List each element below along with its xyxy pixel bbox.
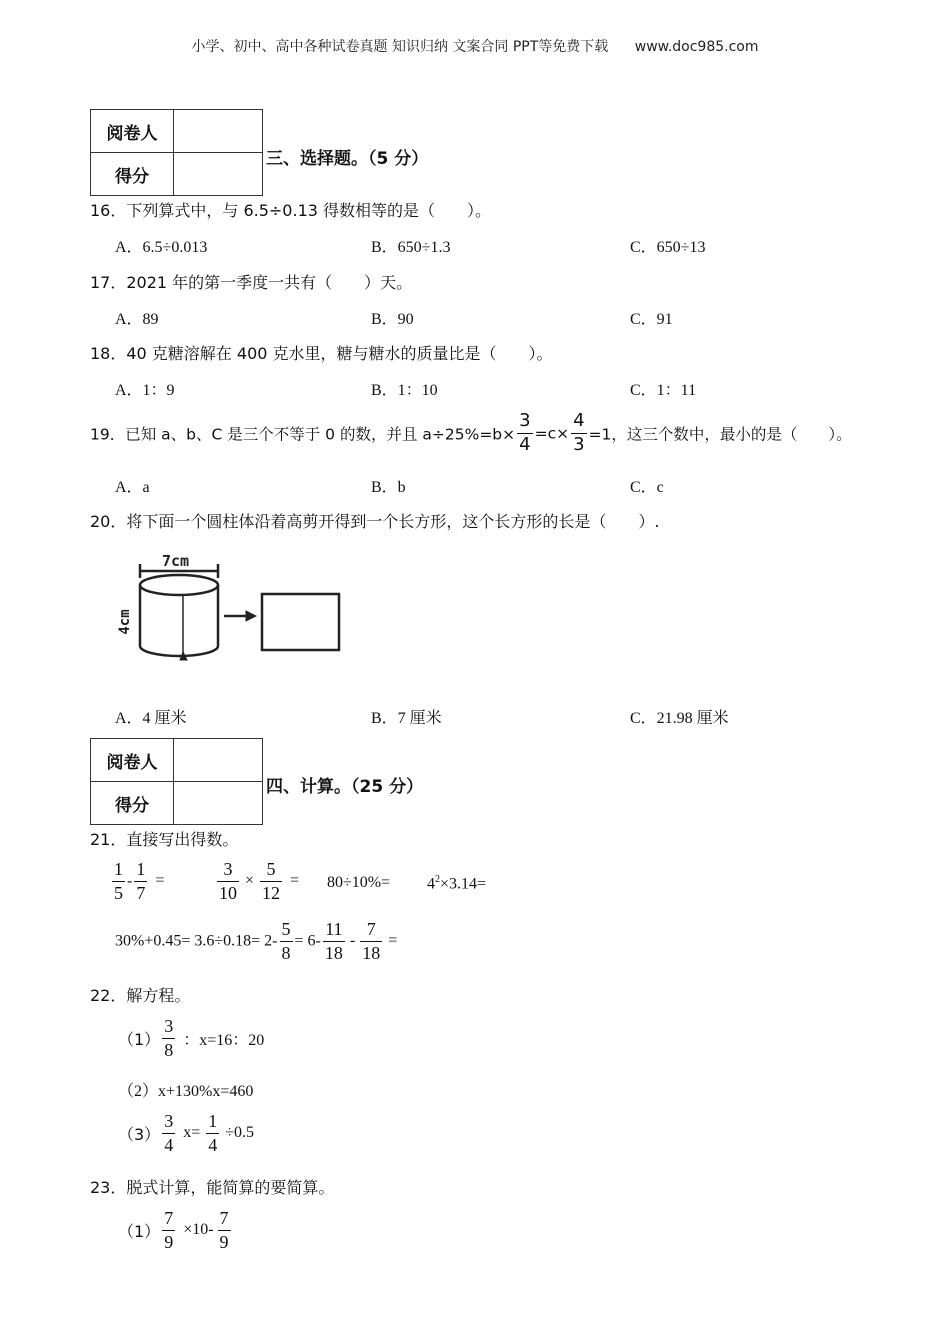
reviewer-label: 阅卷人 [91, 739, 174, 782]
score-label: 得分 [91, 153, 174, 196]
q17-text: 17．2021 年的第一季度一共有（ ）天。 [90, 273, 413, 292]
header-url[interactable]: www.doc985.com [634, 39, 759, 55]
frac-den: 7 [136, 882, 146, 903]
score-field[interactable] [174, 153, 263, 196]
q21-expr-1 [110, 860, 164, 903]
frac-num: 11 [323, 920, 345, 942]
q17-option-b[interactable]: B．90 [371, 311, 414, 328]
q21-expr-2 [215, 860, 299, 903]
frac-num: 3 [162, 1017, 175, 1039]
equals: = [388, 932, 398, 950]
part-label: （1） [118, 1221, 161, 1241]
q17-option-c[interactable]: C．91 [630, 311, 673, 328]
p1-rest: ：x=16：20 [183, 1031, 265, 1049]
figure-label-width: 7cm [162, 552, 190, 570]
part-label: （1） [118, 1029, 161, 1049]
section3-title: 三、选择题。（5 分） [266, 149, 429, 169]
q19-post: =1，这三个数中，最小的是（ ）。 [588, 425, 852, 444]
frac-den: 10 [219, 882, 237, 903]
q19-option-c[interactable]: C．c [630, 479, 664, 496]
q16-option-c[interactable]: C．650÷13 [630, 239, 706, 256]
frac-den: 8 [164, 1039, 174, 1060]
part-label: （3） [118, 1124, 161, 1144]
header-text: 小学、初中、高中各种试卷真题 知识归纳 文案合同 PPT等免费下载 [191, 39, 609, 55]
op-minus: - [349, 932, 356, 950]
score-box-section3 [90, 109, 263, 196]
frac-den: 18 [324, 942, 343, 963]
equals: = [155, 872, 165, 890]
q18-option-b[interactable]: B．1：10 [371, 382, 438, 399]
q17-option-a[interactable]: A．89 [115, 311, 159, 328]
p3-mid: x= [183, 1124, 201, 1142]
frac-num: 7 [218, 1209, 231, 1231]
q21-expr-4 [427, 874, 486, 893]
frac-num: 7 [360, 920, 382, 942]
q19-text [90, 412, 852, 455]
q20-option-a[interactable]: A．4 厘米 [115, 710, 187, 727]
q19-f2-den: 3 [573, 433, 585, 455]
frac-den: 5 [114, 882, 123, 903]
q19-mid: =c× [534, 424, 570, 443]
frac-den: 12 [262, 882, 281, 903]
frac-den: 4 [208, 1134, 218, 1155]
q19-option-a[interactable]: A．a [115, 479, 150, 496]
frac-num: 1 [134, 860, 147, 882]
base: 4 [427, 875, 435, 893]
reviewer-label: 阅卷人 [91, 110, 174, 153]
rest: ×3.14= [440, 875, 487, 893]
frac-den: 8 [281, 942, 291, 963]
q19-pre: 19．已知 a、b、C 是三个不等于 0 的数，并且 a÷25%=b× [90, 425, 516, 444]
q22-text: 22．解方程。 [90, 986, 191, 1005]
frac-num: 7 [162, 1209, 175, 1231]
frac-den: 9 [219, 1231, 229, 1252]
figure-label-height: 4cm [117, 609, 133, 635]
q19-fraction-2 [571, 412, 586, 455]
result-rectangle [262, 594, 339, 650]
p1-mid: ×10- [183, 1221, 214, 1239]
frac-num: 1 [112, 860, 125, 882]
exponent: 2 [435, 874, 440, 885]
q22-part-3 [118, 1112, 254, 1155]
reviewer-field[interactable] [174, 110, 263, 153]
page-header [0, 36, 950, 56]
q20-option-c[interactable]: C．21.98 厘米 [630, 710, 729, 727]
q16-text: 16．下列算式中，与 6.5÷0.13 得数相等的是（ ）。 [90, 201, 492, 220]
row2-prefix: 30%+0.45= 3.6÷0.18= 2- [115, 932, 278, 950]
reviewer-field[interactable] [174, 739, 263, 782]
frac-den: 4 [164, 1134, 174, 1155]
q19-option-b[interactable]: B．b [371, 479, 406, 496]
q16-option-b[interactable]: B．650÷1.3 [371, 239, 451, 256]
q18-option-c[interactable]: C．1：11 [630, 382, 697, 399]
score-box-section4 [90, 738, 263, 825]
cylinder-top [140, 575, 218, 595]
p3-rest: ÷0.5 [225, 1124, 254, 1142]
score-label: 得分 [91, 782, 174, 825]
frac-den: 9 [164, 1231, 174, 1252]
q23-part-1 [118, 1209, 233, 1252]
section4-title: 四、计算。（25 分） [266, 777, 424, 797]
equals: = [290, 872, 300, 890]
frac-num: 5 [260, 860, 282, 882]
cylinder-bottom [140, 646, 218, 656]
q19-f2-num: 4 [571, 412, 586, 434]
op-times: × [245, 872, 255, 890]
q21-expr-3: 80÷10%= [327, 874, 391, 891]
frac-num: 3 [162, 1112, 175, 1134]
q18-option-a[interactable]: A．1：9 [115, 382, 175, 399]
frac-num: 5 [280, 920, 293, 942]
score-field[interactable] [174, 782, 263, 825]
frac-den: 18 [362, 942, 381, 963]
q21-text: 21．直接写出得数。 [90, 830, 239, 849]
q23-text: 23．脱式计算，能简算的要简算。 [90, 1178, 335, 1197]
q21-row-2 [115, 920, 397, 963]
q19-f1-num: 3 [517, 412, 532, 434]
q22-part-2: （2）x+130%x=460 [118, 1083, 254, 1100]
op-minus: - [127, 872, 133, 890]
q18-text: 18．40 克糖溶解在 400 克水里，糖与糖水的质量比是（ ）。 [90, 344, 553, 363]
q19-fraction-1 [517, 412, 532, 455]
frac-num: 1 [206, 1112, 219, 1134]
cylinder-figure [110, 548, 360, 678]
q20-option-b[interactable]: B．7 厘米 [371, 710, 442, 727]
frac-num: 3 [217, 860, 239, 882]
q22-part-1 [118, 1017, 264, 1060]
q20-text: 20．将下面一个圆柱体沿着高剪开得到一个长方形，这个长方形的长是（ ）. [90, 512, 660, 531]
q19-f1-den: 4 [519, 433, 531, 455]
q16-option-a[interactable]: A．6.5÷0.013 [115, 239, 208, 256]
row2-mid: = 6- [294, 932, 321, 950]
